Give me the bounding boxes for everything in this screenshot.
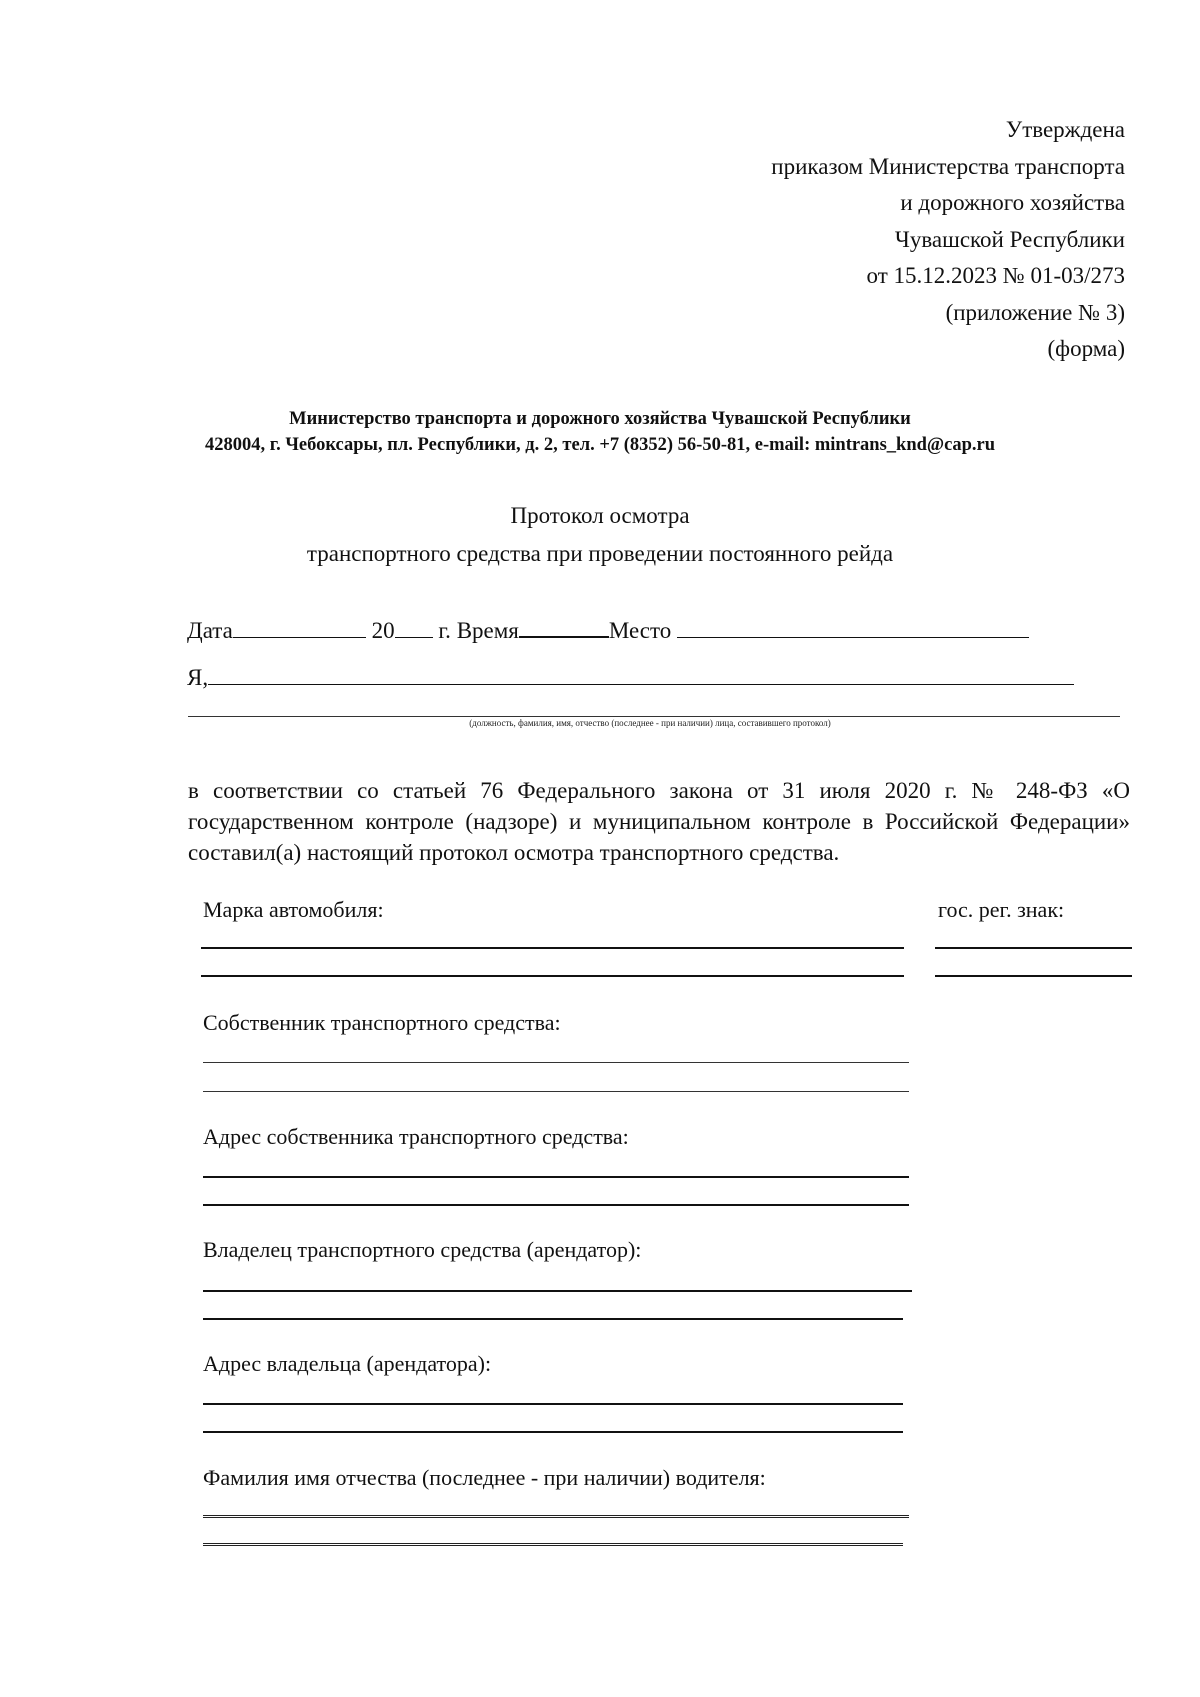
year-prefix: 20: [371, 618, 395, 643]
place-label: Место: [608, 618, 672, 643]
owner-address-line[interactable]: [203, 1176, 909, 1178]
date-field[interactable]: [233, 615, 366, 638]
organization-name: Министерство транспорта и дорожного хозяйства Чувашской Республики: [289, 409, 911, 429]
document-subtitle: транспортного средства при проведении постоянного рейда: [306, 541, 894, 566]
approval-stamp: [771, 112, 1125, 368]
approval-line: Утверждена: [1005, 117, 1125, 142]
organization-address: 428004, г. Чебоксары, пл. Республики, д. 2, тел. +7 (8352) 56-50-81, e-mail: mintrans_knd@cap.ru: [205, 435, 995, 455]
car-brand-label: Марка автомобиля:: [203, 897, 384, 922]
holder-address-line[interactable]: [203, 1403, 903, 1405]
i-label: Я,: [187, 665, 209, 690]
owner-address-label: Адрес собственника транспортного средства:: [203, 1124, 629, 1149]
inspector-field[interactable]: [208, 662, 1074, 685]
approval-line: (приложение № 3): [945, 299, 1125, 325]
time-field[interactable]: [519, 614, 609, 638]
car-brand-line[interactable]: [201, 975, 904, 977]
time-label: Время: [456, 618, 519, 643]
date-time-place-row: [187, 614, 1029, 644]
inspector-row: [187, 662, 1074, 691]
place-field[interactable]: [677, 615, 1029, 638]
statement-paragraph: в соответствии со статьей 76 Федерального закона от 31 июля 2020 г. № 248-ФЗ «О государственном контроле (надзоре) и муниципальном контроле в Российской Федерации» составил(а) настоящий протокол осмотра транспортного средства.: [188, 778, 1130, 865]
owner-address-line[interactable]: [203, 1204, 909, 1206]
owner-line[interactable]: [203, 1062, 909, 1063]
approval-line: (форма): [1047, 336, 1125, 361]
approval-line: и дорожного хозяйства: [900, 190, 1125, 215]
document-title: Протокол осмотра: [510, 503, 690, 528]
date-label: Дата: [187, 618, 233, 643]
inspector-second-line[interactable]: [188, 716, 1120, 717]
reg-plate-line[interactable]: [935, 975, 1132, 977]
year-suffix: г.: [438, 618, 451, 643]
holder-line[interactable]: [203, 1318, 903, 1320]
holder-address-label: Адрес владельца (арендатора):: [203, 1351, 492, 1376]
approval-line: приказом Министерства транспорта: [771, 153, 1125, 179]
driver-name-line[interactable]: [203, 1515, 909, 1518]
reg-plate-label: гос. рег. знак:: [938, 897, 1065, 922]
inspector-hint: (должность, фамилия, имя, отчество (последнее - при наличии) лица, составившего протокол): [469, 718, 831, 728]
owner-label: Собственник транспортного средства:: [203, 1010, 561, 1035]
approval-line: Чувашской Республики: [894, 226, 1125, 252]
holder-label: Владелец транспортного средства (арендатор):: [203, 1237, 642, 1262]
driver-name-label: Фамилия имя отчества (последнее - при наличии) водителя:: [203, 1465, 766, 1490]
owner-line[interactable]: [203, 1091, 909, 1092]
driver-name-line[interactable]: [203, 1543, 903, 1546]
reg-plate-line[interactable]: [935, 947, 1132, 949]
approval-line: от 15.12.2023 № 01-03/273: [866, 263, 1125, 288]
holder-address-line[interactable]: [203, 1431, 903, 1433]
year-field[interactable]: [395, 615, 433, 638]
car-brand-line[interactable]: [201, 947, 904, 949]
holder-line[interactable]: [203, 1290, 912, 1292]
